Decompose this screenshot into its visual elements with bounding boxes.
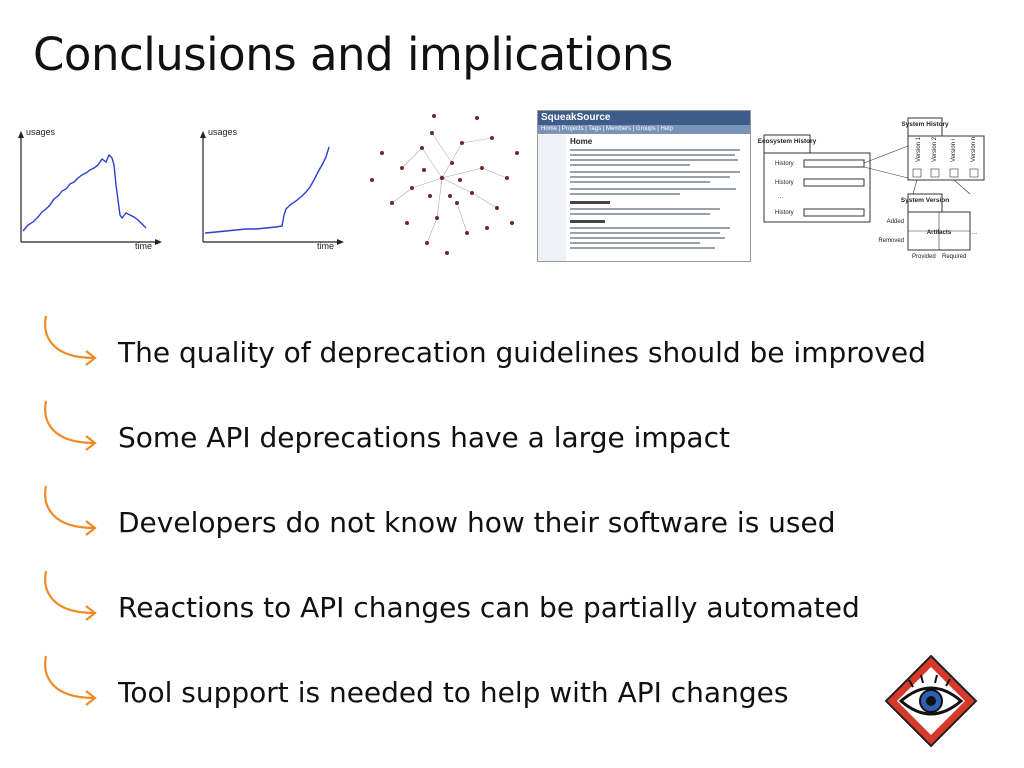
required-label: Required (942, 254, 967, 260)
version-2: Version 2 (932, 136, 938, 162)
menu-home: Home (541, 126, 558, 132)
squeaksource-heading: Home (570, 137, 593, 146)
version-i: Version i (951, 138, 957, 162)
curved-arrow-icon (38, 482, 108, 544)
version-1: Version 1 (916, 136, 922, 162)
artifacts-ellipsis: ... (972, 230, 978, 236)
curved-arrow-icon (38, 312, 108, 374)
curved-arrow-icon (38, 397, 108, 459)
provided-label: Provided (912, 254, 936, 260)
history-row-n: History (775, 210, 794, 216)
plot1-xlabel: time (135, 241, 153, 251)
bullet-item-5 (38, 652, 1018, 724)
curved-arrow-icon (38, 567, 108, 629)
plot2-xlabel: time (317, 241, 335, 251)
artifacts-label: Artifacts (926, 230, 952, 236)
eye-logo-icon (883, 653, 979, 749)
removed-label: Removed (878, 238, 904, 244)
squeaksource-menu: Home | Projects | Tags | Members | Groups | Help (538, 125, 750, 134)
menu-help: Help (660, 126, 673, 132)
usage-plot-1 (14, 125, 164, 255)
bullet-item-4 (38, 567, 1018, 639)
system-version-label: System Version (900, 197, 950, 204)
squeaksource-header (538, 111, 750, 125)
menu-groups: Groups (635, 126, 656, 132)
bullet-item-3 (38, 482, 1018, 554)
bullet-text-1: The quality of deprecation guidelines should be improved (118, 336, 926, 369)
squeaksource-body-text (570, 149, 746, 257)
bullet-text-3: Developers do not know how their software is used (118, 506, 836, 539)
history-row-ellipsis: ... (778, 194, 784, 200)
dependency-network-graph (362, 108, 527, 258)
bullet-item-2 (38, 397, 1018, 469)
added-label: Added (886, 219, 904, 225)
usage-plot-2 (196, 125, 346, 255)
menu-projects: Projects (561, 126, 584, 132)
ecosystem-history-label: Ecosystem History (758, 138, 817, 145)
plot2-ylabel: usages (208, 127, 238, 137)
bullet-text-4: Reactions to API changes can be partially automated (118, 591, 860, 624)
history-row-2: History (775, 180, 794, 186)
plot1-ylabel: usages (26, 127, 56, 137)
bullet-text-2: Some API deprecations have a large impact (118, 421, 730, 454)
squeaksource-logo: SqueakSource (541, 112, 611, 123)
slide-title: Conclusions and implications (33, 28, 673, 81)
menu-members: Members (606, 126, 632, 132)
plot1-line (23, 155, 146, 231)
ecosystem-model-diagram (758, 108, 993, 263)
system-history-label: System History (901, 121, 949, 128)
plot2-line (205, 147, 329, 233)
bullet-item-1 (38, 312, 1018, 384)
menu-tags: Tags (588, 126, 602, 132)
curved-arrow-icon (38, 652, 108, 714)
squeaksource-sidebar (538, 135, 566, 261)
squeaksource-screenshot (537, 110, 751, 262)
bullet-text-5: Tool support is needed to help with API changes (118, 676, 789, 709)
version-n: Version n (971, 136, 977, 162)
history-row-1: History (775, 161, 794, 167)
